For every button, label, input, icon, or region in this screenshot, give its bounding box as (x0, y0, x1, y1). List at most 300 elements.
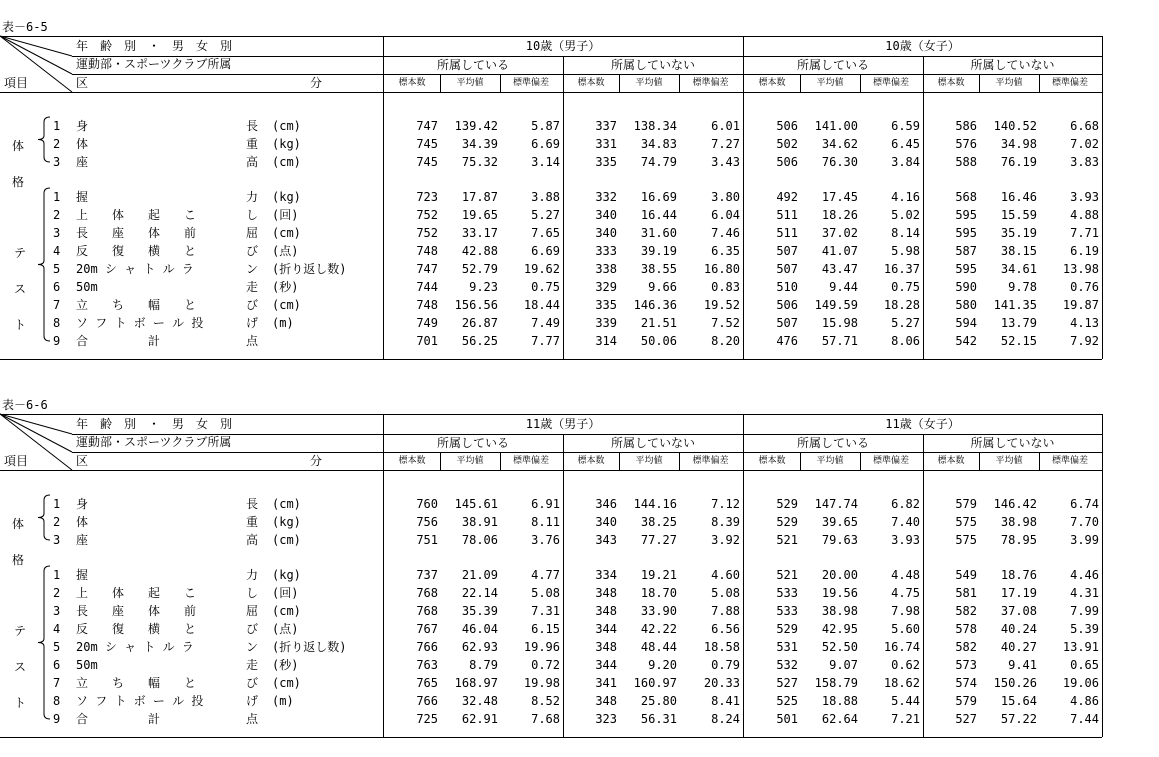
table-cell: 578 (955, 622, 977, 636)
table-cell: 146.36 (633, 298, 677, 312)
row-item-name: 体 (76, 515, 89, 529)
table-cell: 348 (595, 604, 617, 618)
row-item-name: 身 (76, 497, 89, 511)
table-cell: 767 (416, 622, 438, 636)
row-item-end: 屈 (246, 604, 259, 618)
group-label-test: ス (14, 282, 27, 296)
table-cell: 158.79 (814, 676, 858, 690)
table-cell: 21.09 (461, 568, 498, 582)
table-cell: 3.99 (1070, 533, 1099, 547)
table-cell: 6.01 (711, 119, 740, 133)
table-cell: 6.69 (531, 244, 560, 258)
table-cell: 521 (776, 568, 798, 582)
table-cell: 42.88 (461, 244, 498, 258)
group-label-test: テ (14, 624, 27, 638)
table-cell: 579 (955, 497, 977, 511)
club-nonmember-header: 所属していない (970, 436, 1055, 450)
table-cell: 5.39 (1070, 622, 1099, 636)
table-cell: 6.74 (1070, 497, 1099, 511)
table-cell: 16.69 (640, 190, 677, 204)
table-cell: 0.76 (1070, 280, 1099, 294)
stat-column-header: 標本数 (577, 78, 605, 88)
table-cell: 575 (955, 533, 977, 547)
table-cell: 40.27 (1000, 640, 1037, 654)
table-cell: 335 (595, 155, 617, 169)
table-cell: 62.91 (461, 712, 498, 726)
row-number: 1 (53, 497, 61, 511)
table-cell: 337 (595, 119, 617, 133)
row-number: 6 (53, 280, 61, 294)
table-cell: 139.42 (454, 119, 498, 133)
table-cell: 723 (416, 190, 438, 204)
table-cell: 138.34 (633, 119, 677, 133)
table-cell: 595 (955, 208, 977, 222)
row-item-name: 座 (76, 155, 89, 169)
table-cell: 17.19 (1000, 586, 1037, 600)
table-cell: 6.04 (711, 208, 740, 222)
stat-column-header: 標準偏差 (1051, 78, 1088, 88)
table-cell: 3.93 (891, 533, 920, 547)
table-cell: 340 (595, 208, 617, 222)
row-item-name: 20m シ ャ ト ル ラ (76, 262, 194, 276)
row-unit: (折り返し数) (272, 640, 347, 654)
table-cell: 3.14 (531, 155, 560, 169)
table-cell: 511 (776, 208, 798, 222)
table-caption: 表－6-6 (2, 398, 48, 412)
table-cell: 9.78 (1008, 280, 1037, 294)
table-cell: 339 (595, 316, 617, 330)
table-cell: 16.80 (703, 262, 740, 276)
table-cell: 568 (955, 190, 977, 204)
table-cell: 56.25 (461, 334, 498, 348)
table-cell: 525 (776, 694, 798, 708)
row-number: 3 (53, 533, 61, 547)
row-unit: (kg) (272, 568, 301, 582)
table-cell: 507 (776, 244, 798, 258)
table-cell: 4.16 (891, 190, 920, 204)
row-item-end: し (246, 586, 259, 600)
row-number: 1 (53, 568, 61, 582)
row-item-end: 高 (246, 155, 259, 169)
table-cell: 168.97 (454, 676, 498, 690)
row-item-end: し (246, 208, 259, 222)
table-cell: 3.76 (531, 533, 560, 547)
table-cell: 42.95 (821, 622, 858, 636)
table-cell: 5.87 (531, 119, 560, 133)
table-cell: 574 (955, 676, 977, 690)
row-unit: (回) (272, 586, 299, 600)
table-cell: 57.22 (1000, 712, 1037, 726)
table-cell: 15.98 (821, 316, 858, 330)
table-cell: 18.70 (640, 586, 677, 600)
row-item-end: げ (246, 694, 259, 708)
table-cell: 156.56 (454, 298, 498, 312)
row-number: 2 (53, 208, 61, 222)
stat-column-header: 標本数 (398, 456, 426, 466)
table-cell: 62.64 (821, 712, 858, 726)
table-cell: 338 (595, 262, 617, 276)
table-cell: 52.50 (821, 640, 858, 654)
header-kubun-left: 区 (76, 76, 89, 90)
group-label-physique: 格 (12, 175, 25, 189)
row-unit: (cm) (272, 533, 301, 547)
row-number: 7 (53, 298, 61, 312)
rule-line (0, 92, 1102, 93)
row-unit: (回) (272, 208, 299, 222)
row-item-end: 屈 (246, 226, 259, 240)
group-label-test: ト (14, 696, 27, 710)
row-number: 3 (53, 226, 61, 240)
table-cell: 747 (416, 262, 438, 276)
stat-column-header: 標本数 (398, 78, 426, 88)
stat-column-header: 平均値 (816, 456, 844, 466)
table-cell: 329 (595, 280, 617, 294)
table-cell: 532 (776, 658, 798, 672)
table-cell: 335 (595, 298, 617, 312)
table-cell: 590 (955, 280, 977, 294)
table-cell: 4.48 (891, 568, 920, 582)
row-number: 5 (53, 640, 61, 654)
row-number: 2 (53, 137, 61, 151)
table-cell: 41.07 (821, 244, 858, 258)
table-cell: 340 (595, 226, 617, 240)
table-cell: 149.59 (814, 298, 858, 312)
stats-table (0, 20, 1159, 365)
table-cell: 3.80 (711, 190, 740, 204)
row-unit: (cm) (272, 497, 301, 511)
table-cell: 768 (416, 586, 438, 600)
row-item-name: 握 (76, 190, 89, 204)
row-item-name: 長 座 体 前 (76, 226, 197, 240)
table-cell: 43.47 (821, 262, 858, 276)
table-cell: 150.26 (993, 676, 1037, 690)
table-cell: 314 (595, 334, 617, 348)
table-cell: 751 (416, 533, 438, 547)
row-unit: (cm) (272, 298, 301, 312)
table-cell: 18.26 (821, 208, 858, 222)
stat-column-header: 平均値 (456, 78, 484, 88)
table-cell: 8.20 (711, 334, 740, 348)
table-cell: 766 (416, 640, 438, 654)
table-cell: 38.98 (1000, 515, 1037, 529)
stat-column-header: 平均値 (995, 456, 1023, 466)
rule-line (1102, 414, 1103, 737)
table-cell: 16.44 (640, 208, 677, 222)
table-cell: 8.11 (531, 515, 560, 529)
row-item-end: 力 (246, 568, 259, 582)
row-item-end: び (246, 622, 259, 636)
header-age-sex: 年 齢 別 ・ 男 女 別 (76, 417, 233, 431)
table-cell: 588 (955, 155, 977, 169)
header-item: 項目 (4, 454, 29, 468)
table-cell: 725 (416, 712, 438, 726)
row-unit: (cm) (272, 676, 301, 690)
table-cell: 549 (955, 568, 977, 582)
table-cell: 533 (776, 586, 798, 600)
table-cell: 502 (776, 137, 798, 151)
table-cell: 527 (776, 676, 798, 690)
row-number: 2 (53, 586, 61, 600)
table-cell: 78.06 (461, 533, 498, 547)
row-number: 5 (53, 262, 61, 276)
table-cell: 507 (776, 316, 798, 330)
table-cell: 26.87 (461, 316, 498, 330)
table-cell: 752 (416, 208, 438, 222)
table-cell: 0.72 (531, 658, 560, 672)
table-cell: 5.27 (531, 208, 560, 222)
table-cell: 529 (776, 515, 798, 529)
club-nonmember-header: 所属していない (610, 58, 695, 72)
table-cell: 18.58 (703, 640, 740, 654)
table-cell: 6.82 (891, 497, 920, 511)
table-cell: 15.59 (1000, 208, 1037, 222)
table-cell: 749 (416, 316, 438, 330)
table-cell: 16.74 (883, 640, 920, 654)
row-number: 1 (53, 190, 61, 204)
table-cell: 7.68 (531, 712, 560, 726)
table-cell: 38.25 (640, 515, 677, 529)
stat-column-header: 標準偏差 (872, 456, 909, 466)
table-cell: 35.39 (461, 604, 498, 618)
table-cell: 5.44 (891, 694, 920, 708)
header-kubun-left: 区 (76, 454, 89, 468)
row-unit: (点) (272, 244, 299, 258)
stat-column-header: 標準偏差 (692, 78, 729, 88)
table-cell: 56.31 (640, 712, 677, 726)
table-cell: 38.91 (461, 515, 498, 529)
rule-line (1102, 36, 1103, 359)
stat-column-header: 標本数 (758, 78, 786, 88)
table-cell: 576 (955, 137, 977, 151)
stats-table (0, 398, 1159, 743)
row-item-name: ソ フ ト ボ ー ル 投 (76, 694, 204, 708)
table-cell: 34.98 (1000, 137, 1037, 151)
table-cell: 745 (416, 137, 438, 151)
table-cell: 13.91 (1062, 640, 1099, 654)
rule-line (0, 359, 1102, 360)
group-label-physique: 体 (12, 139, 25, 153)
table-cell: 18.76 (1000, 568, 1037, 582)
row-item-name: 立 ち 幅 と (76, 676, 197, 690)
row-number: 8 (53, 694, 61, 708)
table-cell: 766 (416, 694, 438, 708)
table-cell: 7.44 (1070, 712, 1099, 726)
table-cell: 6.45 (891, 137, 920, 151)
group-label-physique: 格 (12, 553, 25, 567)
table-cell: 768 (416, 604, 438, 618)
table-cell: 17.87 (461, 190, 498, 204)
row-item-name: 反 復 横 と (76, 244, 197, 258)
table-cell: 7.88 (711, 604, 740, 618)
table-cell: 8.39 (711, 515, 740, 529)
table-cell: 6.68 (1070, 119, 1099, 133)
row-number: 1 (53, 119, 61, 133)
row-item-name: ソ フ ト ボ ー ル 投 (76, 316, 204, 330)
row-item-end: 長 (246, 119, 259, 133)
table-cell: 341 (595, 676, 617, 690)
table-cell: 745 (416, 155, 438, 169)
table-cell: 0.75 (531, 280, 560, 294)
row-item-name: 合 計 (76, 712, 161, 726)
table-cell: 7.02 (1070, 137, 1099, 151)
table-cell: 344 (595, 658, 617, 672)
row-item-name: 握 (76, 568, 89, 582)
table-cell: 40.24 (1000, 622, 1037, 636)
group-label-test: ト (14, 318, 27, 332)
header-kubun-right: 分 (310, 76, 323, 90)
table-cell: 0.62 (891, 658, 920, 672)
row-unit: (cm) (272, 119, 301, 133)
table-cell: 34.62 (821, 137, 858, 151)
table-cell: 39.65 (821, 515, 858, 529)
row-item-end: 高 (246, 533, 259, 547)
stat-column-header: 標本数 (937, 456, 965, 466)
table-cell: 6.15 (531, 622, 560, 636)
row-number: 9 (53, 334, 61, 348)
table-cell: 62.93 (461, 640, 498, 654)
table-cell: 7.92 (1070, 334, 1099, 348)
table-cell: 6.59 (891, 119, 920, 133)
table-cell: 140.52 (993, 119, 1037, 133)
table-cell: 38.98 (821, 604, 858, 618)
table-cell: 52.79 (461, 262, 498, 276)
table-cell: 34.83 (640, 137, 677, 151)
club-member-header: 所属している (796, 58, 869, 72)
girls-group-header: 10歳（女子） (885, 39, 960, 53)
table-cell: 38.55 (640, 262, 677, 276)
table-cell: 6.69 (531, 137, 560, 151)
table-cell: 542 (955, 334, 977, 348)
row-item-name: 立 ち 幅 と (76, 298, 197, 312)
table-cell: 0.83 (711, 280, 740, 294)
table-cell: 19.21 (640, 568, 677, 582)
table-cell: 579 (955, 694, 977, 708)
group-label-physique: 体 (12, 517, 25, 531)
row-item-name: 上 体 起 こ (76, 586, 197, 600)
row-unit: (cm) (272, 155, 301, 169)
table-cell: 18.44 (523, 298, 560, 312)
table-cell: 32.48 (461, 694, 498, 708)
table-cell: 77.27 (640, 533, 677, 547)
table-cell: 6.35 (711, 244, 740, 258)
table-cell: 141.00 (814, 119, 858, 133)
table-cell: 344 (595, 622, 617, 636)
table-cell: 19.65 (461, 208, 498, 222)
rule-line (0, 737, 1102, 738)
table-cell: 506 (776, 298, 798, 312)
table-cell: 7.40 (891, 515, 920, 529)
table-cell: 7.98 (891, 604, 920, 618)
table-cell: 141.35 (993, 298, 1037, 312)
table-cell: 147.74 (814, 497, 858, 511)
table-cell: 8.41 (711, 694, 740, 708)
table-cell: 7.77 (531, 334, 560, 348)
boys-group-header: 11歳（男子） (525, 417, 601, 431)
table-cell: 18.62 (883, 676, 920, 690)
table-cell: 587 (955, 244, 977, 258)
table-cell: 7.99 (1070, 604, 1099, 618)
table-cell: 5.27 (891, 316, 920, 330)
row-number: 4 (53, 622, 61, 636)
table-cell: 4.86 (1070, 694, 1099, 708)
table-cell: 763 (416, 658, 438, 672)
table-cell: 76.19 (1000, 155, 1037, 169)
table-cell: 19.06 (1062, 676, 1099, 690)
table-cell: 7.65 (531, 226, 560, 240)
club-member-header: 所属している (436, 58, 509, 72)
table-cell: 573 (955, 658, 977, 672)
table-cell: 57.71 (821, 334, 858, 348)
table-cell: 33.90 (640, 604, 677, 618)
row-number: 4 (53, 244, 61, 258)
table-cell: 8.06 (891, 334, 920, 348)
table-cell: 37.02 (821, 226, 858, 240)
row-number: 3 (53, 155, 61, 169)
table-cell: 20.00 (821, 568, 858, 582)
club-member-header: 所属している (436, 436, 509, 450)
header-club: 運動部・スポーツクラブ所属 (76, 57, 232, 71)
row-item-end: 重 (246, 515, 259, 529)
row-unit: (cm) (272, 226, 301, 240)
row-item-end: び (246, 244, 259, 258)
table-cell: 348 (595, 694, 617, 708)
table-cell: 18.28 (883, 298, 920, 312)
table-cell: 74.79 (640, 155, 677, 169)
header-age-sex: 年 齢 別 ・ 男 女 別 (76, 39, 233, 53)
row-item-name: 50m (76, 280, 98, 294)
table-cell: 529 (776, 497, 798, 511)
table-cell: 586 (955, 119, 977, 133)
table-cell: 527 (955, 712, 977, 726)
row-item-name: 反 復 横 と (76, 622, 197, 636)
table-cell: 0.65 (1070, 658, 1099, 672)
table-cell: 38.15 (1000, 244, 1037, 258)
table-cell: 16.46 (1000, 190, 1037, 204)
stat-column-header: 平均値 (995, 78, 1023, 88)
row-unit: (m) (272, 316, 294, 330)
table-cell: 37.08 (1000, 604, 1037, 618)
table-cell: 511 (776, 226, 798, 240)
table-cell: 15.64 (1000, 694, 1037, 708)
table-cell: 476 (776, 334, 798, 348)
table-cell: 7.49 (531, 316, 560, 330)
table-cell: 5.08 (531, 586, 560, 600)
header-kubun-right: 分 (310, 454, 323, 468)
group-label-test: テ (14, 246, 27, 260)
table-cell: 144.16 (633, 497, 677, 511)
table-cell: 78.95 (1000, 533, 1037, 547)
table-cell: 501 (776, 712, 798, 726)
table-cell: 9.20 (648, 658, 677, 672)
row-unit: (kg) (272, 515, 301, 529)
row-item-name: 座 (76, 533, 89, 547)
table-cell: 9.07 (829, 658, 858, 672)
stat-column-header: 標準偏差 (1051, 456, 1088, 466)
stat-column-header: 平均値 (635, 78, 663, 88)
group-brace (0, 398, 60, 738)
table-cell: 7.21 (891, 712, 920, 726)
table-cell: 748 (416, 244, 438, 258)
table-cell: 3.93 (1070, 190, 1099, 204)
table-cell: 8.14 (891, 226, 920, 240)
table-cell: 8.52 (531, 694, 560, 708)
table-cell: 13.98 (1062, 262, 1099, 276)
stat-column-header: 標準偏差 (692, 456, 729, 466)
table-cell: 6.19 (1070, 244, 1099, 258)
rule-line (0, 414, 1102, 415)
table-cell: 737 (416, 568, 438, 582)
table-cell: 7.52 (711, 316, 740, 330)
